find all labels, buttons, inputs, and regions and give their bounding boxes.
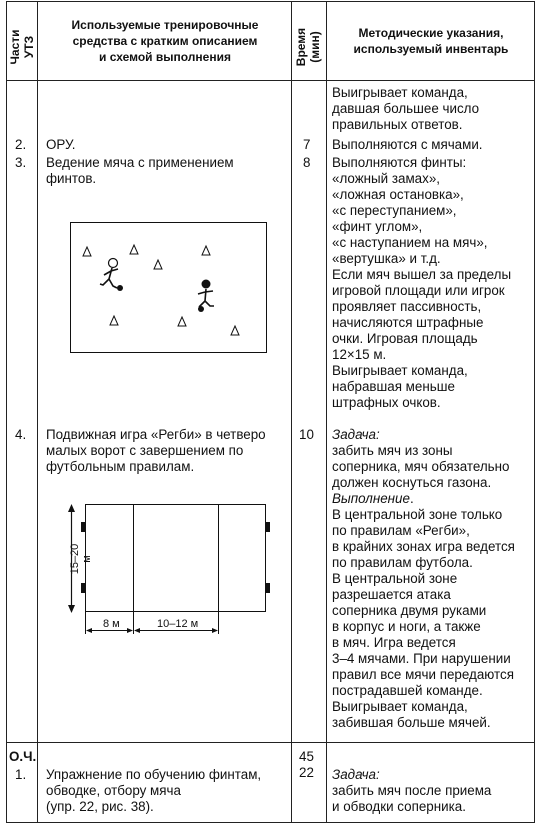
row-notes-2: Выполняются с мячами. — [332, 137, 483, 152]
player-1-icon — [100, 259, 123, 292]
ball-icon — [117, 285, 123, 291]
header-bottom-border — [6, 80, 535, 81]
row-time-3: 8 — [303, 155, 311, 170]
ball-icon — [198, 306, 204, 312]
header-notes: Методические указания, используемый инвентарь — [353, 26, 509, 56]
col-border-4 — [534, 1, 535, 823]
row-content-2: ОРУ. — [46, 137, 76, 152]
section-label-oc: О.Ч. — [9, 749, 37, 764]
player-2-icon — [198, 280, 214, 313]
row-num-3: 3. — [15, 155, 27, 170]
col-border-3 — [326, 1, 327, 823]
row-num-oc-1: 1. — [15, 767, 27, 782]
row-notes-4: Задача: забить мяч из зоны соперника, мяч обязательно должен коснуться газона. Выполнение. В центральной зоне только по правилам «Регби», в крайних зонах игра ведется по правилам футбола. В центральной зоне разрешается атака соперника двумя руками в корпус и ноги, а также в мяч. Игра ведется 3–4 мячами. При нарушении правил все мячи передаются пострадавшей команде. Выигрывает команда, забившая больше мячей. — [332, 427, 515, 730]
header-time: Время (мин) — [294, 27, 322, 67]
cone-icon — [178, 317, 186, 326]
goal-icon — [81, 522, 86, 532]
section-border — [6, 742, 535, 743]
header-parts: Части УТЗ — [8, 29, 36, 65]
notes-row-0: Выигрывает команда, давшая большее число правильных ответов. — [332, 85, 480, 132]
dim-width-label: 15–20 м — [69, 543, 93, 575]
goal-icon — [265, 583, 270, 593]
cone-icon — [154, 260, 162, 269]
cone-icon — [202, 246, 210, 255]
row-notes-3: Выполняются финты: «ложный замах», «ложная остановка», «с переступанием», «финт углом», «с наступанием на мяч», «вертушка» и т.д. Если мяч вышел за пределы игровой площади или игрок проявляет пассивность, начисляются штрафные очки. Игровая площадь 12×15 м. Выигрывает команда, набравшая меньше штрафных очков. — [332, 155, 512, 410]
row-time-4: 10 — [299, 427, 314, 442]
section-time-total: 45 — [299, 749, 314, 764]
dribbling-field-diagram — [70, 222, 267, 353]
row-num-4: 4. — [15, 427, 27, 442]
col-border-1 — [37, 1, 38, 823]
cone-icon — [83, 247, 91, 256]
table-top-border — [6, 1, 535, 2]
goal-icon — [265, 522, 270, 532]
row-time-oc-1: 22 — [299, 765, 314, 780]
col-border-0 — [6, 1, 7, 823]
row-content-3: Ведение мяча с применением финтов. — [46, 155, 234, 186]
cone-icon — [130, 245, 138, 254]
dim-8m-label: 8 м — [103, 618, 120, 630]
cone-icon — [231, 326, 239, 335]
goal-icon — [81, 583, 86, 593]
row-time-2: 7 — [303, 137, 311, 152]
table-bottom-border — [6, 822, 535, 823]
header-means: Используемые тренировочные средства с кратким описанием и схемой выполнения — [71, 18, 259, 64]
row-notes-oc-1: Задача: забить мяч после приема и обводки соперника. — [332, 767, 492, 814]
col-border-2 — [291, 1, 292, 823]
dim-10-12m-label: 10–12 м — [157, 618, 199, 630]
row-content-oc-1: Упражнение по обучению финтам, обводке, отбору мяча (упр. 22, рис. 38). — [46, 767, 262, 814]
cones — [83, 245, 239, 335]
row-num-2: 2. — [15, 137, 27, 152]
row-content-4: Подвижная игра «Регби» в четверо малых ворот с завершением по футбольным правилам. — [46, 427, 266, 474]
cone-icon — [110, 316, 118, 325]
